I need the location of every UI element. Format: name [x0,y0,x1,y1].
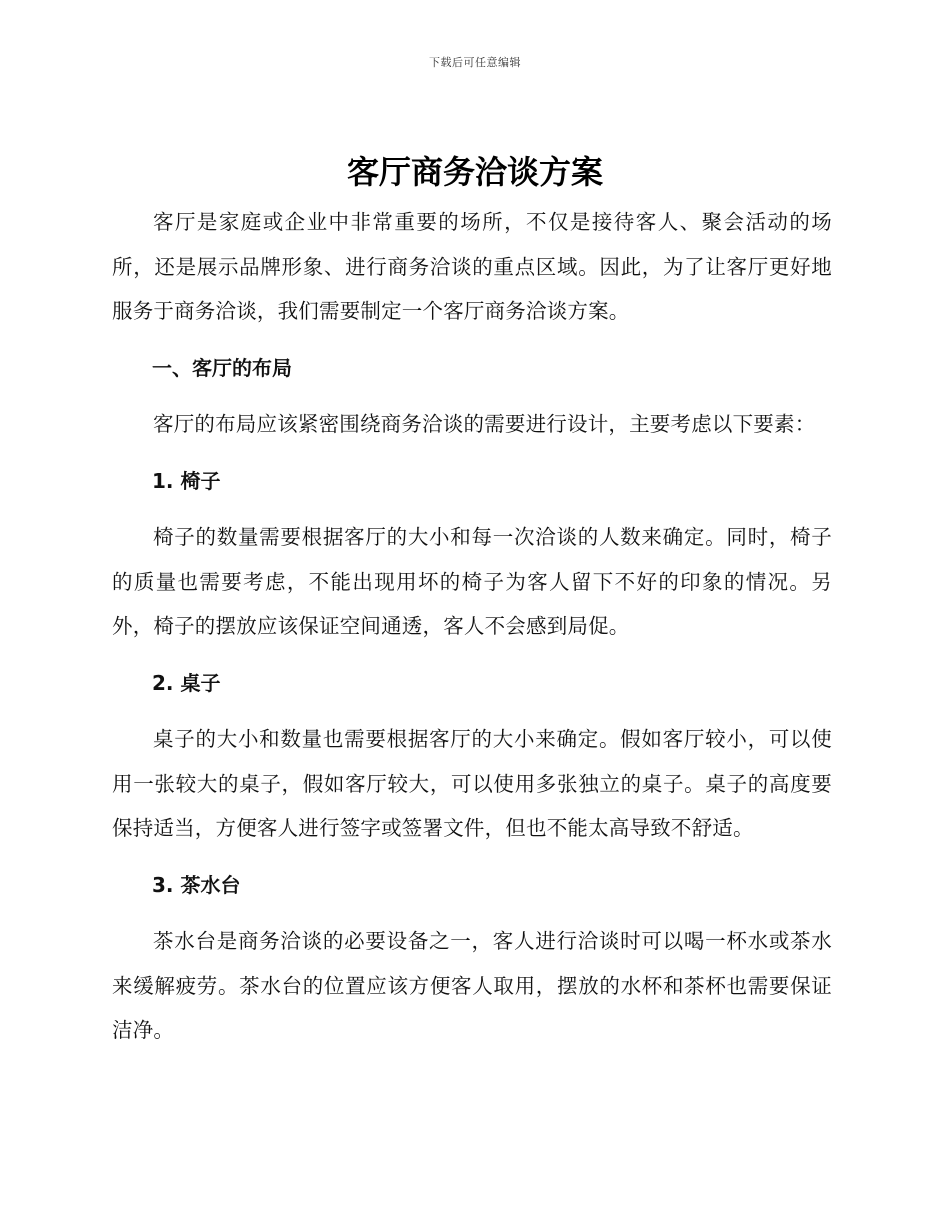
section-layout-paragraph: 客厅的布局应该紧密围绕商务洽谈的需要进行设计，主要考虑以下要素： [153,412,816,436]
item-paragraph-tea-station: 茶水台是商务洽谈的必要设备之一，客人进行洽谈时可以喝一杯水或茶水来缓解疲劳。茶水台的位置应该方便客人取用，摆放的水杯和茶杯也需要保证洁净。 [112,929,832,1042]
section-heading-layout: 一、客厅的布局 [152,355,292,380]
item-heading-tables: 2. 桌子 [152,670,221,695]
item-paragraph-tables: 桌子的大小和数量也需要根据客厅的大小来确定。假如客厅较小，可以使用一张较大的桌子，假如客厅较大，可以使用多张独立的桌子。桌子的高度要保持适当，方便客人进行签字或签署文件，但也不能太高导致不舒适。 [112,727,832,840]
item-heading-chairs: 1. 椅子 [152,468,221,493]
intro-paragraph: 客厅是家庭或企业中非常重要的场所，不仅是接待客人、聚会活动的场所，还是展示品牌形象、进行商务洽谈的重点区域。因此，为了让客厅更好地服务于商务洽谈，我们需要制定一个客厅商务洽谈方案。 [112,210,832,323]
document-title: 客厅商务洽谈方案 [346,153,603,191]
document-body [112,200,832,1065]
page-header-note: 下载后可任意编辑 [429,56,521,69]
item-paragraph-chairs: 椅子的数量需要根据客厅的大小和每一次洽谈的人数来确定。同时，椅子的质量也需要考虑，不能出现用坏的椅子为客人留下不好的印象的情况。另外，椅子的摆放应该保证空间通透，客人不会感到局促。 [112,525,832,638]
item-heading-tea-station: 3. 茶水台 [152,872,241,897]
